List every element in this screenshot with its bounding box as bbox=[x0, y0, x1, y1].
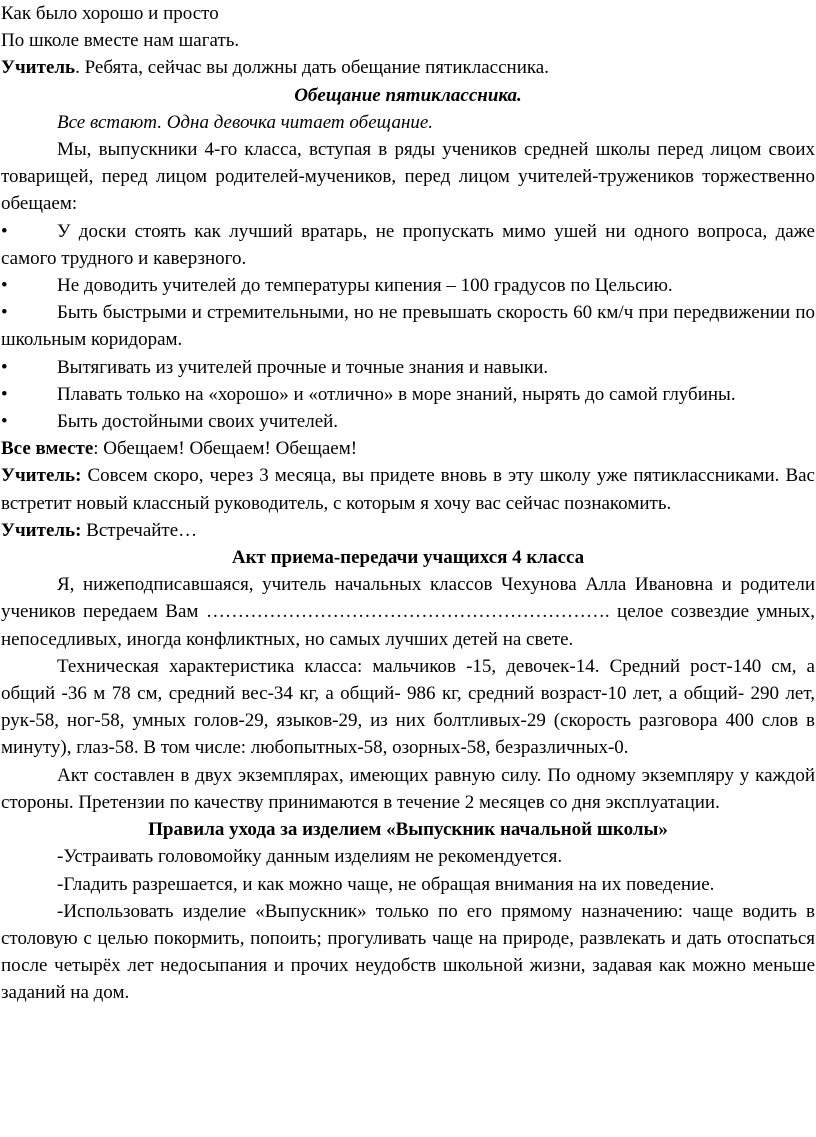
speaker-label: Все вместе bbox=[1, 438, 94, 460]
list-item bbox=[1, 272, 815, 299]
list-item bbox=[1, 408, 815, 435]
list-item-text: Не доводить учителей до температуры кипения – 100 градусов по Цельсию. bbox=[57, 275, 673, 297]
list-item bbox=[1, 354, 815, 381]
poem-line-1: Как было хорошо и просто bbox=[1, 3, 219, 24]
list-item-text: Плавать только на «хорошо» и «отлично» в море знаний, нырять до самой глубины. bbox=[57, 383, 736, 405]
stage-direction: Все встают. Одна девочка читает обещание. bbox=[57, 111, 434, 133]
rules-title: Правила ухода за изделием «Выпускник начальной школы» bbox=[148, 819, 668, 841]
promise-intro: Мы, выпускники 4-го класса, вступая в ряды учеников средней школы перед лицом своих товарищей, перед лицом родителей-мучеников, перед лицом учителей-тружеников торжественно обещаем: bbox=[1, 139, 815, 215]
list-item-text: Вытягивать из учителей прочные и точные знания и навыки. bbox=[57, 356, 549, 378]
act-title: Акт приема-передачи учащихся 4 класса bbox=[231, 547, 585, 569]
rule-1: -Устраивать головомойку данным изделиям не рекомендуется. bbox=[57, 846, 563, 868]
list-item bbox=[1, 381, 815, 408]
bullet-mark: • bbox=[1, 275, 8, 297]
promise-title: Обещание пятиклассника. bbox=[294, 84, 522, 106]
promise-list bbox=[1, 218, 815, 436]
act-paragraph-3: Акт составлен в двух экземплярах, имеющих равную силу. По одному экземпляру у каждой стороны. Претензии по качеству принимаются в течение 2 месяцев со дня эксплуатации. bbox=[1, 764, 815, 813]
bullet-mark: • bbox=[1, 220, 8, 242]
list-item-text: Быть быстрыми и стремительными, но не превышать скорость 60 км/ч при передвижении по школьным коридорам. bbox=[1, 302, 815, 351]
list-item bbox=[1, 299, 815, 353]
bullet-mark: • bbox=[1, 302, 8, 324]
speaker-text: . Ребята, сейчас вы должны дать обещание пятиклассника. bbox=[75, 57, 549, 79]
rule-2: -Гладить разрешается, и как можно чаще, не обращая внимания на их поведение. bbox=[57, 873, 715, 895]
speaker-text: : Обещаем! Обещаем! Обещаем! bbox=[93, 438, 358, 460]
list-item-text: Быть достойными своих учителей. bbox=[57, 411, 339, 433]
bullet-mark: • bbox=[1, 411, 8, 433]
speaker-text: Встречайте… bbox=[81, 519, 198, 541]
list-item-text: У доски стоять как лучший вратарь, не пропускать мимо ушей ни одного вопроса, даже самого трудного и каверзного. bbox=[1, 220, 815, 269]
poem-line-2: По школе вместе нам шагать. bbox=[1, 30, 240, 52]
act-paragraph-1: Я, нижеподписавшаяся, учитель начальных классов Чехунова Алла Ивановна и родители учеников передаем Вам ………………………………………………………. целое созвездие умных, непоседливых, иногда конфликтных, но самых лучших детей на свете. bbox=[1, 574, 815, 650]
speaker-label: Учитель: bbox=[1, 519, 82, 541]
teacher-intro bbox=[1, 54, 815, 81]
speaker-label: Учитель: bbox=[1, 465, 82, 487]
act-paragraph-2: Техническая характеристика класса: мальчиков -15, девочек-14. Средний рост-140 см, а общий -36 м 78 см, средний вес-34 кг, а общий- 986 кг, средний возраст-10 лет, а общий- 290 лет, рук-58, ног-58, умных голов-29, языков-29, из них болтливых-29 (скорость разговора 400 слов в минуту), глаз-58. В том числе: любопытных-58, озорных-58, безразличных-0. bbox=[1, 655, 815, 759]
all-together bbox=[1, 435, 815, 462]
teacher-soon bbox=[1, 462, 815, 516]
list-item bbox=[1, 218, 815, 272]
speaker-label: Учитель bbox=[1, 57, 76, 79]
teacher-meet bbox=[1, 517, 815, 544]
bullet-mark: • bbox=[1, 356, 8, 378]
speaker-text: Совсем скоро, через 3 месяца, вы придете вновь в эту школу уже пятиклассниками. Вас встретит новый классный руководитель, с которым я хочу вас сейчас познакомить. bbox=[1, 465, 815, 514]
rule-3: -Использовать изделие «Выпускник» только по его прямому назначению: чаще водить в столовую с целью покормить, попоить; прогуливать чаще на природе, развлекать и дать отоспаться после четырёх лет недосыпания и прочих неудобств школьной жизни, задавая как можно меньше заданий на дом. bbox=[1, 900, 815, 1004]
bullet-mark: • bbox=[1, 383, 8, 405]
